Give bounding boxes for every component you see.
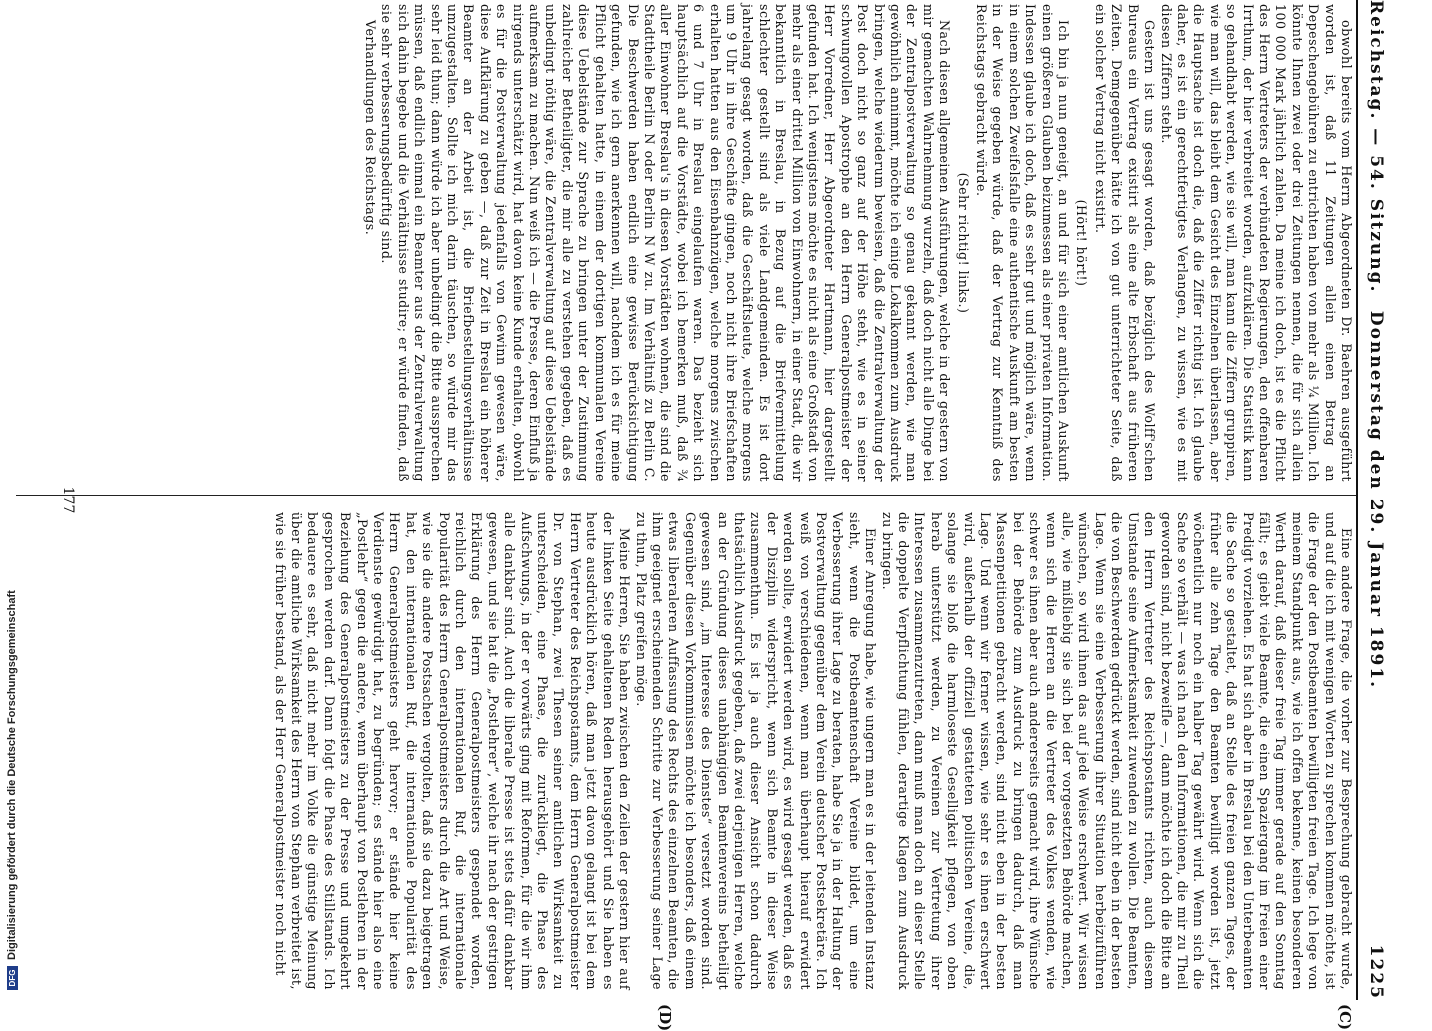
document-page xyxy=(14,0,1394,1031)
page-header xyxy=(1364,0,1394,1000)
paragraph: Eine andere Frage, die vorher zur Besprechung gebracht wurde, und auf die ich mit wenigen Worten zu sprechen kommen möchte, ist die Frage der den Postbeamten bewilligten freien Tage. Ich lege von meinem Standpunkt aus, wie ich offen bekenne, keinen besonderen Werth darauf, daß dieser freie Tag immer gerade auf den Sonntag fällt; es giebt viele Beamte, die einen Spaziergang im Freien einer Predigt vorziehen. Es hat sich aber in Breslau bei den Unterbeamten die Sache so gestaltet, daß an Stelle des freien ganzen Tages, der früher alle zehn Tage den Beamten bewilligt worden ist, jetzt wöchentlich nur noch ein halber Tag gewährt wird. Wenn sich die Sache so verhält — was ich nach den Informationen, die mir zu Theil geworden sind, nicht bezweifle —, dann möchte ich doch die Bitte an den Herrn Vertreter des Reichspostamts richten, auch diesem Umstande seine Aufmerksamkeit zuwenden zu wollen. Die Beamten, die von Beschwerden gedrückt werden, sind nicht eben in der besten Lage. Wenn sie eine Verbesserung ihrer Situation herbeizuführen wünschen, so wird ihnen das auf jede Weise erschwert. Wir wissen alle, wie mißliebig sie sich bei der vorgesetzten Behörde machen, wenn sich die Herren an die Vertreter des Volkes wenden, wie schwer es ihnen aber auch andererseits gemacht wird, ihre Wünsche bei der Behörde zum Ausdruck zu bringen dadurch, daß man Massenpetitionen gebracht werden, sind nicht eben in der besten Lage. Und wenn wir ferner wissen, wie sehr es ihnen erschwert wird, außerhalb der offiziell gestatteten politischen Vereine, die, solange sie bloß die harmloseste Geselligkeit pflegen, von oben herab unterstützt werden, zu Vereinen zur Vertretung ihrer Interessen zusammenzutreten, dann muß man doch an dieser Stelle die doppelte Verpflichtung fühlen, derartige Klagen zum Ausdruck zu bringen. xyxy=(879,512,1354,990)
header-session: Reichstag. — 54. Sitzung. xyxy=(1366,0,1386,294)
source-note: Verhandlungen des Reichstags. xyxy=(363,20,379,236)
interjection: (Sehr richtig! links.) xyxy=(955,172,971,314)
margin-mark-c: (C) xyxy=(1336,1004,1354,1031)
page-number-bottom: 177 xyxy=(60,486,76,514)
paragraph: Ich bin ja nun geneigt, an und für sich einer amtlichen Auskunft einen größeren Glauben beizumessen als einer privaten Information. Indessen glaube ich doch, daß es sehr gut und möglich wäre, wenn in einem solchen Zweifelsfalle eine authentische Auskunft am besten in der Weise gegeben würde, daß der Vertrag zur Kenntniß des Reichstags gebracht würde. xyxy=(974,4,1072,482)
dfg-logo-icon: DFG xyxy=(7,966,18,990)
left-column xyxy=(362,4,1354,482)
header-page-number: 1225 xyxy=(1366,944,1386,1000)
interjection: (Hört! hört!) xyxy=(1074,199,1090,287)
paragraph: Einer Anregung habe, wie ungern man es in der leitenden Instanz sieht, wenn die Postbeamtenschaft Vereine bildet, um eine Verbesserung ihrer Lage zu beraten, habe Sie ja in der Haltung der Postverwaltung gegenüber dem Verein deutscher Postsekretäre. Ich weiß von verschiedenen, wenn man überhaupt hierauf erwidert werden sollte, erwidert werden wird, es wird gesagt werden, daß es der Disziplin widerspricht, wenn sich Beamte in dieser Weise zusammenthun. Es ist ja auch dieser Ansicht schon dadurch thatsächlich Ausdruck gegeben, daß zwei derjenigen Herren, welche an der Gründung dieses unabhängigen Beamtenvereins betheiligt gewesen sind, „im Interesse des Dienstes“ versetzt worden sind. Gegenüber diesen Vorkommnissen möchte ich besonders, daß einem etwas liberaleren Auffassung des Rechts des einzelnen Beamten, die ihm geeignet erscheinenden Schritte zur Verbesserung seiner Lage zu thun, Platz greifen möge. xyxy=(633,512,879,990)
column-divider xyxy=(16,495,1356,496)
header-rule xyxy=(1356,0,1358,1000)
margin-mark-d: (D) xyxy=(656,1004,674,1031)
right-column xyxy=(271,512,1354,990)
paragraph: Nach diesen allgemeinen Ausführungen, welche in der gestern von mir gemachten Wahrnehmung wurzeln, daß doch nicht alle Dinge bei der Zentralpostverwaltung so genau gekannt werden, wie man gewöhnlich annimmt, möchte ich einige Lokalkommen zum Ausdruck bringen, welche wiederum beweisen, daß die Zentralverwaltung der Post doch nicht so ganz auf der Höhe steht, wie es in seiner schwungvollen Apostrophe an den Herrn Generalpostmeister der Herr Vorredner, Herr Abgeordneter Hartmann, hier dargestellt gefunden hat. Ich wenigstens möchte es nicht als eine Großstadt von mehr als einer drittel Million von Einwohnern, in einer Stadt, die wir bekanntlich in Breslau, in Bezug auf die Briefvermittelung schlechter gestellt sind als viele Landgemeinden. Es ist dort jahrelang gesagt worden, daß die Geschäftsleute, welche morgens um 9 Uhr in ihre Geschäfte gingen, noch nicht ihre Briefschaften erhalten hatten aus den Eisenbahnzügen, welche morgens zwischen 6 und 7 Uhr in Breslau eingelaufen waren. Das bezieht sich hauptsächlich auf die Vorstädte, wobei ich bemerken muß, daß ¾ aller Einwohner Breslau's in diesen Vorstädten wohnen, die sind die Stadttheile Berlin N oder Berlin N W zu. Im Verhältniß zu Berlin C. Die Beschwerden haben endlich eine gewisse Berücksichtigung gefunden, wie ich gern anerkennen will, nachdem ich es für meine Pflicht gehalten hatte, in einem der dortigen kommunalen Vereine diese Uebelstände zur Sprache zu bringen unter der Zustimmung zahlreicher Betheiligter, die mir alle zu verstehen gegeben, daß es unbedingt nöthig wäre, die Zentralverwaltung auf diese Uebelstände aufmerksam zu machen. Nun weiß ich — die Presse, deren Einfluß ja nirgends unterschätzt wird, hat davon keine Kunde erhalten, obwohl es für die Postverwaltung jedenfalls von Gewinn gewesen wäre, diese Aufklärung zu geben —, daß zur Zeit in Breslau ein höherer Beamter an der Arbeit ist, die Briefbestellungsverhältnisse umzugestalten. Sollte ich mich darin täuschen, so würde mir das sehr leid thun; dann würde ich aber unbedingt die Bitte aussprechen müssen, daß endlich einmal ein Beamter aus der Zentralverwaltung sich dahin begebe und die Verhältnisse studire; er würde finden, daß sie sehr verbesserungsbedürftig sind. xyxy=(379,4,953,482)
paragraph: Meine Herren, Sie haben zwischen den Zeilen der gestern hier auf der linken Seite gehaltenen Reden herausgehört und Sie haben es heute ausdrücklich hören, daß man jetzt davon gelangt ist bei dem Herrn Vertreter des Reichspostamts, dem Herrn Generalpostmeister Dr. von Stephan, zwei Thesen seiner amtlichen Wirksamkeit zu unterscheiden, eine Phase, die zurückliegt, die Phase des Aufschwungs, in der er vorwärts ging mit Reformen, für die wir ihm alle dankbar sind. Auch die liberale Presse ist stets dafür dankbar gewesen, und sie hat die „Postlehrer“, welche ihr nach der gestrigen Erklärung des Herrn Generalpostmeisters gespendet worden, reichlich durch den internationalen Ruf, die internationale Popularität des Herrn Generalpostmeisters durch die Art und Weise, wie sie die andere Postsachen vergolten, daß sie dazu beigetragen hat, den internationalen Ruf, die internationale Popularität des Herrn Generalpostmeisters geht hervor; er stände hier keine Verdienste gewürdigt hat, zu begründen; es stände hier also eine „Postlehr“ gegen die andere, wenn überhaupt von Postlehren in der Beziehung des Generalpostmeisters zu der Presse und umgekehrt gesprochen werden darf. Dann folgt die Phase des Stillstands. Ich bedauere es sehr, daß nicht mehr im Volke die günstige Meinung über die amtliche Wirksamkeit des Herrn von Stephan verbreitet ist, wie sie früher bestand, als der Herr Generalpostmeister noch nicht xyxy=(272,512,633,990)
paragraph: obwohl bereits vom Herrn Abgeordneten Dr. Baehren ausgeführt worden ist, daß 11 Zeitungen allein einen Betrag an Depeschengebühren zu entrichten haben von mehr als ¼ Million. Ich könnte Ihnen zwei oder drei Zeitungen nennen, die für sich allein 100 000 Mark jährlich zahlen. Da meine ich doch, ist es die Pflicht des Herrn Vertreters der verbündeten Regierungen, den offenbaren Irrthum, der hier verbreitet worden, aufzuklären. Die Statistik kann so gehandhabt werden, wie sie will, man kann die Ziffern gruppiren, wie man will, das bleibt dem Gesicht des Einzelnen überlassen, aber die Hauptsache ist doch die, daß die Ziffer richtig ist. Ich glaube daher, es ist ein gerechtfertigtes Verlangen, zu wissen, wie es mit diesen Ziffern steht. xyxy=(1158,4,1354,482)
paragraph: Gestern ist uns gesagt worden, daß bezüglich des Wolff'schen Bureaus ein Vertrag existirt als eine alte Erbschaft aus früheren Zeiten. Demgegenüber hätte ich von gut unterrichteter Seite, daß ein solcher Vertrag nicht existirt. xyxy=(1092,4,1158,482)
footer-text: Digitalisierung gefördert durch die Deutsche Forschungsgemeinschaft xyxy=(6,590,18,960)
header-date: Donnerstag den 29. Januar 1891. xyxy=(1366,310,1386,690)
digitization-footer xyxy=(6,90,22,990)
margin-mark-b xyxy=(656,0,674,1)
